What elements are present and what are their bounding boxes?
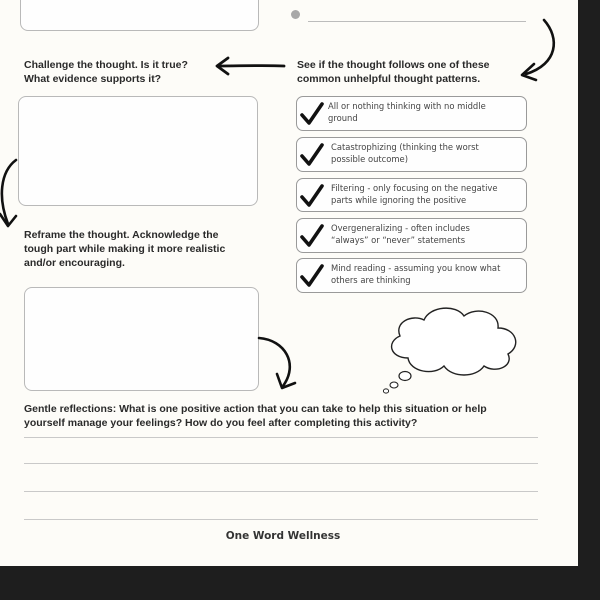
checkmark-icon [299,142,325,168]
pattern-option-text [331,262,523,286]
pattern-line: Filtering - only focusing on the negative [331,183,498,193]
thought-cloud-icon [378,302,526,398]
reframe-heading-line: Reframe the thought. Acknowledge the [24,229,219,241]
challenge-heading [24,58,244,86]
reflection-answer-line[interactable] [24,463,538,464]
reframe-heading-line: and/or encouraging. [24,257,125,269]
pattern-line: Mind reading - assuming you know what [331,263,501,273]
reframe-answer-box[interactable] [24,287,259,391]
previous-answer-box[interactable] [20,0,259,31]
checkmark-icon [299,101,325,127]
checkmark-icon [299,223,325,249]
blank-answer-line[interactable] [308,21,526,22]
reframe-heading [24,228,274,270]
pattern-option-catastrophizing[interactable] [296,137,527,172]
reflection-answer-line[interactable] [24,437,538,438]
reframe-heading-line: tough part while making it more realistic [24,243,226,255]
curved-arrow-down-icon [0,158,26,234]
pattern-line: “always” or “never” statements [331,235,466,245]
pattern-option-text [331,222,523,246]
pattern-line: Catastrophizing (thinking the worst [331,142,479,152]
pattern-line: All or nothing thinking with no middle [328,101,486,111]
pattern-option-text [331,141,523,165]
reflection-heading [24,402,564,430]
pattern-option-overgeneralizing[interactable] [296,218,527,253]
reflection-answer-line[interactable] [24,491,538,492]
patterns-heading-line: common unhelpful thought patterns. [297,73,481,85]
curved-arrow-down-icon [255,334,305,394]
arrow-left-icon [214,56,286,76]
challenge-heading-line: Challenge the thought. Is it true? [24,59,188,71]
brand-footer: One Word Wellness [225,530,341,542]
pattern-line: ground [328,113,358,123]
pattern-option-filtering[interactable] [296,178,527,212]
pattern-line: possible outcome) [331,154,408,164]
pattern-line: Overgeneralizing - often includes [331,223,470,233]
pattern-option-all-or-nothing[interactable] [296,96,527,131]
pattern-option-text [328,100,523,124]
patterns-heading-line: See if the thought follows one of these [297,59,490,71]
patterns-heading [297,58,557,86]
pattern-line: others are thinking [331,275,411,285]
bullet-dot [291,10,300,19]
pattern-option-text [331,182,523,206]
checkmark-icon [299,183,325,209]
reflection-heading-line: yourself manage your feelings? How do you feel after completing this activity? [24,417,418,429]
checkmark-icon [299,263,325,289]
reflection-heading-line: Gentle reflections: What is one positive action that you can take to help this situation or help [24,403,487,415]
challenge-heading-line: What evidence supports it? [24,73,162,85]
challenge-answer-box[interactable] [18,96,258,206]
pattern-line: parts while ignoring the positive [331,195,467,205]
pattern-option-mind-reading[interactable] [296,258,527,293]
reflection-answer-line[interactable] [24,519,538,520]
